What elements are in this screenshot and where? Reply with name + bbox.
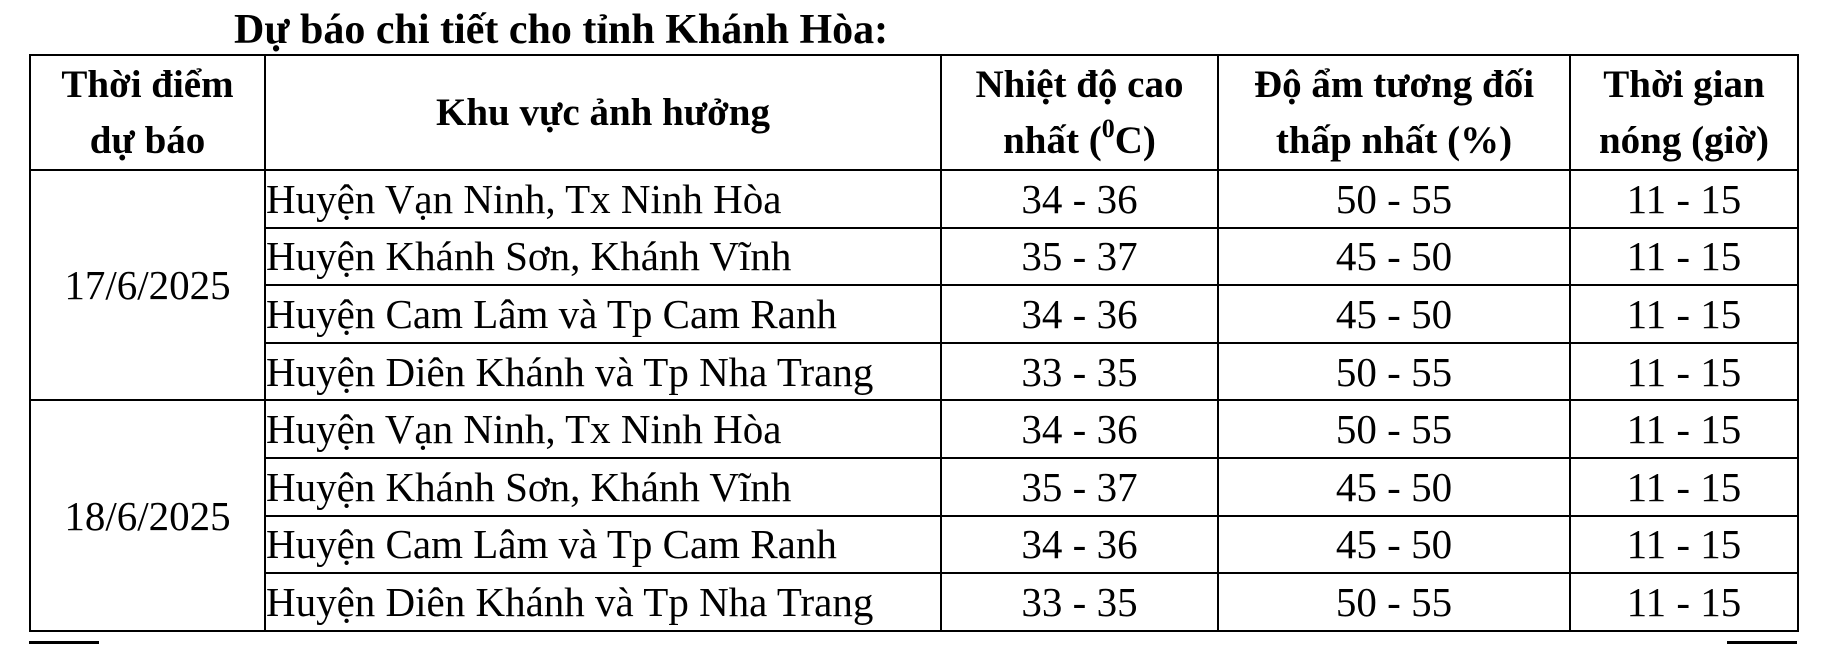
- header-forecast-time: [30, 55, 265, 170]
- area-cell: Huyện Khánh Sơn, Khánh Vĩnh: [265, 458, 941, 516]
- area-cell: Huyện Vạn Ninh, Tx Ninh Hòa: [265, 400, 941, 458]
- temperature-cell: 34 - 36: [941, 516, 1218, 574]
- hours-cell: 11 - 15: [1570, 400, 1798, 458]
- humidity-cell: 45 - 50: [1218, 516, 1570, 574]
- header-temp-line-2-post: C): [1114, 118, 1156, 162]
- temperature-cell: 33 - 35: [941, 343, 1218, 401]
- temperature-cell: 34 - 36: [941, 400, 1218, 458]
- area-cell: Huyện Vạn Ninh, Tx Ninh Hòa: [265, 170, 941, 228]
- header-time-line-1: Thời điểm: [61, 62, 234, 106]
- hours-cell: 11 - 15: [1570, 170, 1798, 228]
- temperature-cell: 34 - 36: [941, 170, 1218, 228]
- hours-cell: 11 - 15: [1570, 343, 1798, 401]
- humidity-cell: 45 - 50: [1218, 458, 1570, 516]
- header-temp-line-1: Nhiệt độ cao: [975, 62, 1184, 106]
- humidity-cell: 50 - 55: [1218, 573, 1570, 631]
- humidity-cell: 50 - 55: [1218, 400, 1570, 458]
- header-temp-degree-superscript: 0: [1101, 113, 1115, 143]
- hours-cell: 11 - 15: [1570, 228, 1798, 286]
- header-hours-line-2: nóng (giờ): [1598, 118, 1770, 162]
- header-affected-area: [265, 55, 941, 170]
- hours-cell: 11 - 15: [1570, 516, 1798, 574]
- table-row: [30, 285, 1798, 343]
- header-humidity-line-1: Độ ẩm tương đối: [1253, 62, 1535, 106]
- header-temp-line-2-pre: nhất (: [1003, 118, 1102, 162]
- table-row: [30, 573, 1798, 631]
- table-header-row: [30, 55, 1798, 170]
- area-cell: Huyện Diên Khánh và Tp Nha Trang: [265, 573, 941, 631]
- header-temp-line-2: [942, 113, 1217, 169]
- humidity-cell: 45 - 50: [1218, 228, 1570, 286]
- temperature-cell: 35 - 37: [941, 458, 1218, 516]
- header-hours-line-1: Thời gian: [1603, 62, 1765, 106]
- humidity-cell: 45 - 50: [1218, 285, 1570, 343]
- header-humidity-line-2: thấp nhất (%): [1275, 118, 1513, 162]
- forecast-date-cell: 18/6/2025: [30, 400, 265, 630]
- header-min-humidity: [1218, 55, 1570, 170]
- table-row: [30, 170, 1798, 228]
- area-cell: Huyện Diên Khánh và Tp Nha Trang: [265, 343, 941, 401]
- table-row: [30, 343, 1798, 401]
- humidity-cell: 50 - 55: [1218, 170, 1570, 228]
- header-hot-hours: [1570, 55, 1798, 170]
- hours-cell: 11 - 15: [1570, 458, 1798, 516]
- table-row: [30, 516, 1798, 574]
- header-area-label: Khu vực ảnh hưởng: [436, 90, 770, 134]
- bottom-left-rule: [29, 641, 99, 644]
- temperature-cell: 34 - 36: [941, 285, 1218, 343]
- header-time-line-2: dự báo: [89, 118, 206, 162]
- hours-cell: 11 - 15: [1570, 573, 1798, 631]
- forecast-table: [29, 54, 1799, 632]
- area-cell: Huyện Khánh Sơn, Khánh Vĩnh: [265, 228, 941, 286]
- header-max-temperature: [941, 55, 1218, 170]
- forecast-date-cell: 17/6/2025: [30, 170, 265, 400]
- humidity-cell: 50 - 55: [1218, 343, 1570, 401]
- table-row: [30, 228, 1798, 286]
- bottom-right-rule: [1727, 641, 1797, 644]
- temperature-cell: 35 - 37: [941, 228, 1218, 286]
- area-cell: Huyện Cam Lâm và Tp Cam Ranh: [265, 285, 941, 343]
- table-row: [30, 458, 1798, 516]
- table-row: [30, 400, 1798, 458]
- hours-cell: 11 - 15: [1570, 285, 1798, 343]
- page-title: Dự báo chi tiết cho tỉnh Khánh Hòa:: [234, 7, 889, 53]
- area-cell: Huyện Cam Lâm và Tp Cam Ranh: [265, 516, 941, 574]
- temperature-cell: 33 - 35: [941, 573, 1218, 631]
